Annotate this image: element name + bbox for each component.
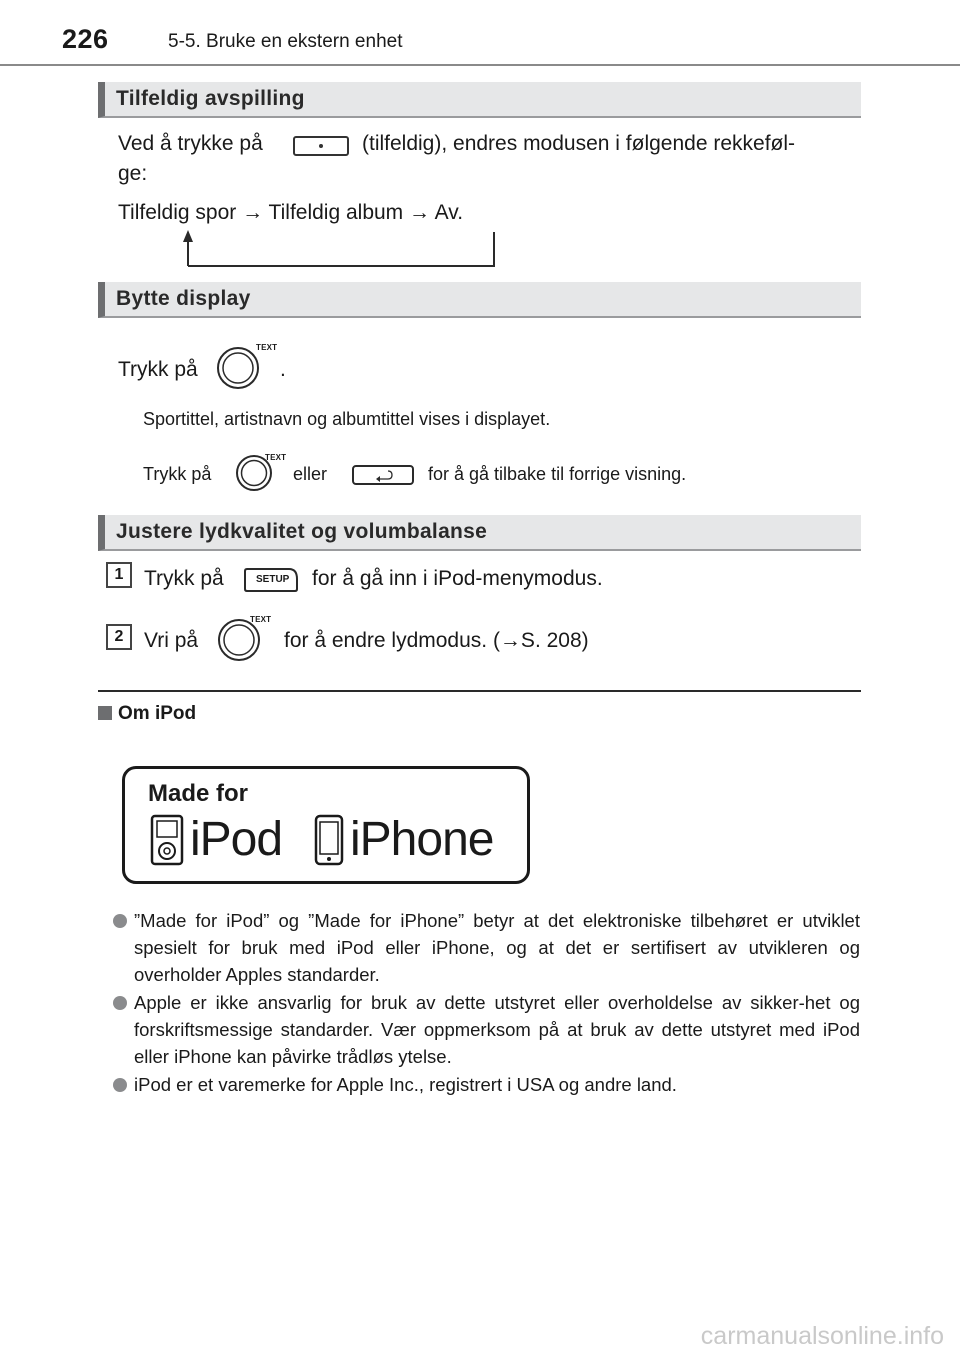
display-press-label: Trykk på [118,358,198,381]
display-note-2c: for å gå tilbake til forrige visning. [428,464,687,484]
section-title-display: Bytte display [116,287,251,310]
step2-text-a: Vri på [144,629,199,652]
random-sequence: Tilfeldig spor → Tilfeldig album → Av. [118,201,464,224]
step1-text-b: for å gå inn i iPod-menymodus. [312,567,603,590]
step2-text-b: for å endre lydmodus. (→S. 208) [284,629,589,652]
text-knob-label-small: TEXT [265,453,287,462]
badge-ipod: iPod [190,813,283,866]
display-note-1: Sportittel, artistnavn og albumtittel vises i displayet. [143,409,551,429]
bullet-text-1: ”Made for iPod” og ”Made for iPhone” betyr at det elektroniske tilbehøret er utviklet spesielt for bruk med iPod eller iPhone, og at det er sertifisert av utvikleren og overholder Apples standarder. [134,910,860,985]
display-note-2a: Trykk på [143,464,212,484]
square-bullet-icon [98,706,112,720]
watermark: carmanualsonline.info [700,1322,944,1350]
step-number-2: 2 [106,624,132,650]
bullet-dot-3 [113,1078,127,1092]
random-text-after: (tilfeldig), endres modusen i følgende rekkeføl- [362,132,796,155]
display-press-end: . [280,358,286,381]
ipod-device-icon [150,814,184,866]
iphone-device-icon [314,814,344,866]
random-text-cont: ge: [118,162,148,185]
badge-iphone: iPhone [350,813,494,866]
page-number: 226 [62,24,109,54]
badge-header: Made for [148,780,249,807]
setup-button-label: SETUP [256,574,290,585]
section-divider [98,690,861,692]
display-note-2b: eller [293,464,328,484]
cycle-return-arrow-icon [176,230,506,272]
bullet-text-3: iPod er et varemerke for Apple Inc., registrert i USA og andre land. [134,1074,677,1095]
section-title-sound: Justere lydkvalitet og volumbalanse [116,520,488,543]
om-ipod-title: Om iPod [118,703,197,724]
random-text-before: Ved å trykke på [118,132,263,155]
random-button-icon [293,136,349,156]
text-knob-label: TEXT [256,343,278,352]
text-knob-icon [215,345,261,391]
bullet-dot-1 [113,914,127,928]
step-number-1: 1 [106,562,132,588]
chapter-title: 5-5. Bruke en ekstern enhet [168,31,403,52]
bullet-dot-2 [113,996,127,1010]
back-button-icon [352,465,414,485]
section-title-random: Tilfeldig avspilling [116,87,305,110]
text-knob-label-step2: TEXT [250,615,272,624]
header-divider [0,64,960,66]
bullet-text-2: Apple er ikke ansvarlig for bruk av dette utstyret eller overholdelse av sikker-het og forskriftsmessige standarder. Vær oppmerksom på at bruk av dette utstyret med iPod eller iPhone kan påvirke trådløs ytelse. [134,992,860,1067]
step1-text-a: Trykk på [144,567,224,590]
